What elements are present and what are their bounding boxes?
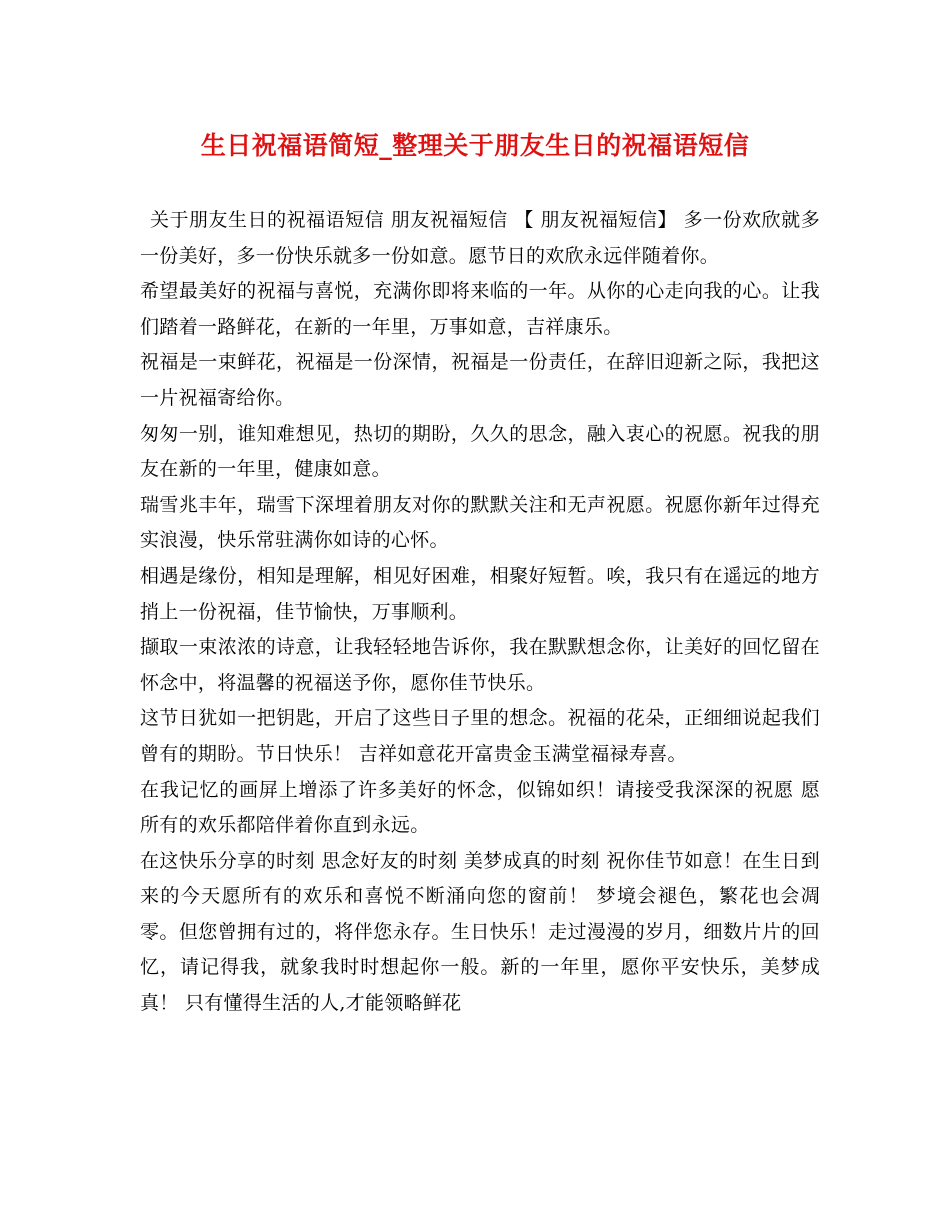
paragraph: 在我记忆的画屏上增添了许多美好的怀念，似锦如织！请接受我深深的祝愿 愿所有的欢乐都陪伴着你直到永远。 [140,778,820,837]
paragraph: 关于朋友生日的祝福语短信 朋友祝福短信 【 朋友祝福短信】 多一份欢欣就多一份美好，多一份快乐就多一份如意。愿节日的欢欣永远伴随着你。 [140,209,820,267]
paragraph: 相遇是缘份，相知是理解，相见好困难，相聚好短暂。唉，我只有在遥远的地方捎上一份祝福，佳节愉快，万事顺利。 [140,564,820,623]
paragraph: 瑞雪兆丰年，瑞雪下深埋着朋友对你的默默关注和无声祝愿。祝愿你新年过得充实浪漫，快乐常驻满你如诗的心怀。 [140,493,820,552]
paragraph: 希望最美好的祝福与喜悦，充满你即将来临的一年。从你的心走向我的心。让我们踏着一路鲜花，在新的一年里，万事如意，吉祥康乐。 [140,280,820,338]
paragraph: 匆匆一别，谁知难想见，热切的期盼，久久的思念，融入衷心的祝愿。祝我的朋友在新的一年里，健康如意。 [140,422,820,481]
document-body [140,203,820,1022]
paragraph: 撷取一束浓浓的诗意，让我轻轻地告诉你，我在默默想念你，让美好的回忆留在怀念中，将温馨的祝福送予你，愿你佳节快乐。 [140,636,820,694]
paragraph: 这节日犹如一把钥匙，开启了这些日子里的想念。祝福的花朵，正细细说起我们曾有的期盼。节日快乐！ 吉祥如意花开富贵金玉满堂福禄寿喜。 [140,707,820,765]
paragraph: 在这快乐分享的时刻 思念好友的时刻 美梦成真的时刻 祝你佳节如意！在生日到来的今天愿所有的欢乐和喜悦不断涌向您的窗前！ 梦境会褪色，繁花也会凋零。但您曾拥有过的，将伴您永存。生日快乐！走过漫漫的岁月，细数片片的回忆，请记得我，就象我时时想起你一般。新的一年里，愿你平安快乐，美梦成真！ 只有懂得生活的人,才能领略鲜花 [140,849,820,1015]
paragraph: 祝福是一束鲜花，祝福是一份深情，祝福是一份责任，在辞旧迎新之际，我把这一片祝福寄给你。 [140,351,820,409]
document-title: 生日祝福语简短_整理关于朋友生日的祝福语短信 [200,131,750,160]
